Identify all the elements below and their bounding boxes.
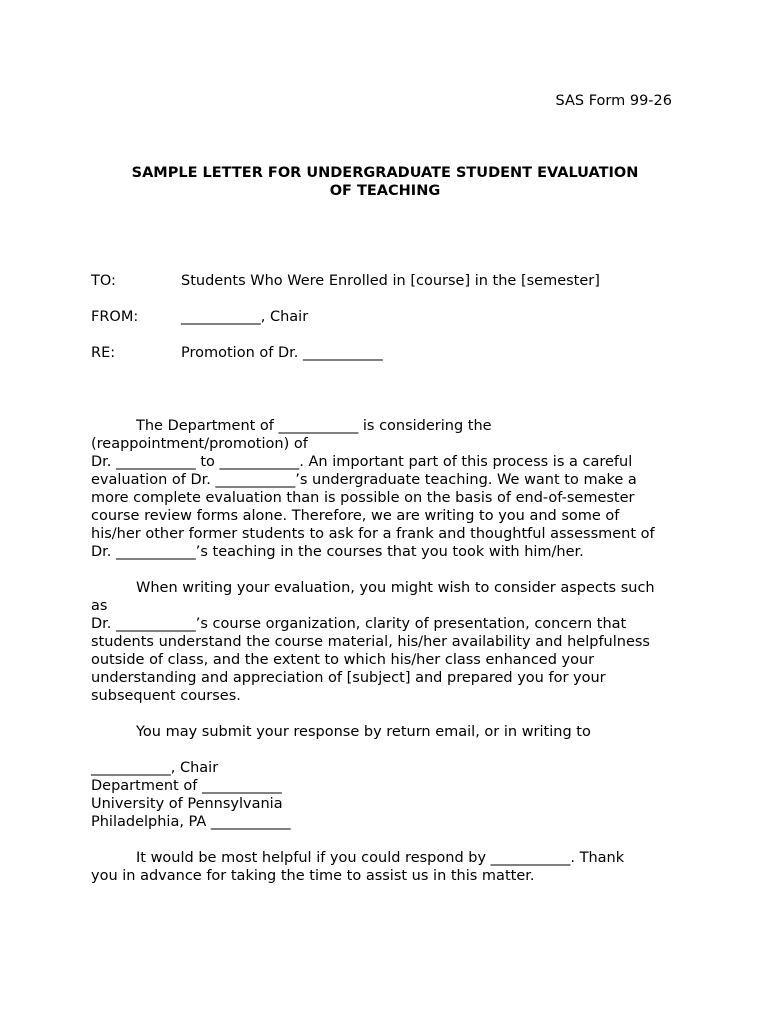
memo-re-label: RE: <box>91 345 116 361</box>
chair-address <box>91 759 691 831</box>
paragraph-line: you in advance for taking the time to assist us in this matter. <box>91 868 535 884</box>
title-line-1: SAMPLE LETTER FOR UNDERGRADUATE STUDENT EVALUATION <box>131 165 639 181</box>
paragraph-2 <box>91 579 691 705</box>
paragraph-line: understanding and appreciation of [subject] and prepared you for your <box>91 670 606 686</box>
paragraph-line: Dr. ___________ to ___________. An important part of this process is a careful <box>91 454 633 470</box>
memo-to-label: TO: <box>91 273 116 289</box>
paragraph-line: When writing your evaluation, you might wish to consider aspects such <box>136 580 655 596</box>
paragraph-line: as <box>91 598 108 614</box>
memo-to-value: Students Who Were Enrolled in [course] in the [semester] <box>181 273 600 289</box>
paragraph-4 <box>91 849 691 885</box>
form-number: SAS Form 99-26 <box>555 93 672 109</box>
address-line: ___________, Chair <box>91 760 219 776</box>
memo-header <box>91 272 691 380</box>
paragraph-line: It would be most helpful if you could respond by ___________. Thank <box>136 850 625 866</box>
paragraph-line: You may submit your response by return email, or in writing to <box>136 724 591 740</box>
paragraph-line: The Department of ___________ is considering the <box>136 418 492 434</box>
letter-body <box>91 417 691 903</box>
paragraph-1 <box>91 417 691 561</box>
paragraph-line: students understand the course material, his/her availability and helpfulness <box>91 634 650 650</box>
document-title <box>90 164 680 200</box>
memo-re-row <box>91 344 691 362</box>
paragraph-line: Dr. ___________’s teaching in the courses that you took with him/her. <box>91 544 584 560</box>
paragraph-line: subsequent courses. <box>91 688 241 704</box>
paragraph-line: outside of class, and the extent to which his/her class enhanced your <box>91 652 595 668</box>
paragraph-line: (reappointment/promotion) of <box>91 436 308 452</box>
address-line: Department of ___________ <box>91 778 282 794</box>
memo-from-label: FROM: <box>91 309 139 325</box>
memo-to-row <box>91 272 691 290</box>
paragraph-3 <box>91 723 691 741</box>
paragraph-line: more complete evaluation than is possible on the basis of end-of-semester <box>91 490 635 506</box>
title-line-2: OF TEACHING <box>329 183 441 199</box>
memo-from-value: ___________, Chair <box>181 309 309 325</box>
memo-re-value: Promotion of Dr. ___________ <box>181 345 383 361</box>
paragraph-line: Dr. ___________’s course organization, clarity of presentation, concern that <box>91 616 627 632</box>
paragraph-line: evaluation of Dr. ___________’s undergraduate teaching. We want to make a <box>91 472 637 488</box>
paragraph-line: his/her other former students to ask for a frank and thoughtful assessment of <box>91 526 655 542</box>
paragraph-line: course review forms alone. Therefore, we are writing to you and some of <box>91 508 620 524</box>
address-line: University of Pennsylvania <box>91 796 283 812</box>
address-line: Philadelphia, PA ___________ <box>91 814 291 830</box>
memo-from-row <box>91 308 691 326</box>
